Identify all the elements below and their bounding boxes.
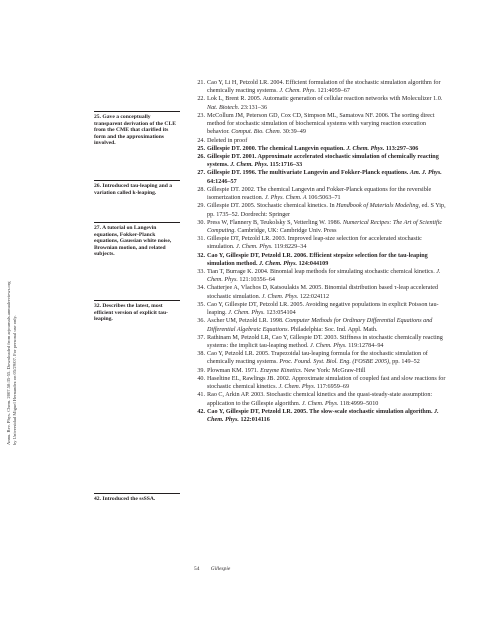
reference-text: Tian T, Burrage K. 2004. Binomial leap methods for simulating stochastic chemical kinetics.	[207, 269, 437, 276]
reference-tail: 113:297–306	[384, 145, 419, 152]
reference-tail: 119:8229–34	[272, 244, 307, 251]
reference-text: Cao Y, Gillespie DT, Petzold LR. 2005. Avoiding negative populations in explicit Poisson tau-leaping.	[207, 301, 439, 317]
reference-text: Cao Y, Gillespie DT, Petzold LR. 2006. Efficient stepsize selection for the tau-leaping simulation method.	[207, 252, 428, 267]
reference-tail: . New York: McGraw-Hill	[300, 367, 366, 374]
reference-tail: . Cambridge, UK: Cambridge Univ. Press	[234, 227, 337, 234]
reference-item	[194, 334, 448, 350]
reference-number: 29.	[197, 203, 205, 210]
reference-number: 40.	[197, 375, 205, 382]
reference-source: J. Phys. Chem. A	[264, 195, 307, 202]
reference-source: J. Chem. Phys.	[228, 310, 265, 317]
reference-number: 30.	[197, 219, 205, 226]
reference-text: Gillespie DT. 2000. The chemical Langevin equation.	[207, 145, 347, 152]
reference-source: J. Chem. Phys.	[346, 145, 385, 152]
reference-text: Gillespie DT. 2001. Approximate accelerated stochastic simulation of chemically reacting systems.	[207, 153, 439, 169]
reference-tail: , pp. 149–52	[389, 359, 420, 366]
reference-text: Press W, Flannery B, Teukolsky S, Vetterling W. 1986.	[207, 219, 343, 226]
reference-text: Gillespie DT. 2005. Stochastic chemical kinetics. In	[207, 203, 337, 210]
reference-number: 32.	[197, 252, 205, 259]
reference-source: Computer Methods for Ordinary Differential Equations and Differential Algebraic Equations	[207, 318, 433, 333]
reference-number: 31.	[197, 236, 205, 243]
reference-number: 39.	[197, 367, 205, 374]
annotation-rule	[94, 111, 180, 112]
reference-number: 25.	[197, 145, 205, 152]
reference-item	[194, 252, 448, 268]
reference-number: 23.	[197, 112, 205, 119]
reference-text: Haseltine EL, Rawlings JB. 2002. Approximate simulation of coupled fast and slow reactions for stochastic chemical kinetics.	[207, 375, 446, 391]
reference-tail: 118:4999–5010	[338, 400, 379, 407]
reference-number: 37.	[197, 334, 205, 341]
reference-source: Enzyme Kinetics	[260, 367, 301, 374]
reference-number: 36.	[197, 318, 205, 325]
reference-text: Gillespie DT. 2002. The chemical Langevin and Fokker-Planck equations for the reversible isomerization reaction.	[207, 186, 432, 202]
annotation-32: 32. Describes the latest, most efficient version of explicit tau-leaping.	[94, 303, 168, 323]
page-number: 54	[194, 566, 200, 572]
reference-text: Rao C, Arkin AP. 2003. Stochastic chemical kinetics and the quasi-steady-state assumption: application to the Gillespie algorithm.	[207, 392, 433, 407]
reference-tail: 23:131–36	[239, 104, 268, 111]
reference-item	[194, 186, 448, 202]
reference-item	[194, 350, 448, 366]
reference-item	[194, 169, 448, 185]
reference-item	[194, 268, 448, 284]
reference-text: Cao Y, Petzold LR. 2005. Trapezoidal tau-leaping formula for the stochastic simulation of chemically reacting systems.	[207, 351, 428, 366]
reference-source: Comput. Bio. Chem.	[231, 129, 282, 136]
reference-tail: 115:1716–33	[268, 162, 303, 169]
reference-source: Proc. Found. Syst. Biol. Eng. (FOSBE 2005)	[279, 359, 390, 366]
reference-item	[194, 284, 448, 300]
reference-text: Lok L, Brent R. 2005. Automatic generation of cellular reaction networks with Moleculizer 1.0.	[207, 96, 443, 103]
annotation-rule	[94, 180, 180, 181]
reference-source: J. Chem. Phys.	[236, 244, 273, 251]
reference-number: 42.	[197, 408, 205, 415]
reference-tail: 122:014116	[238, 416, 270, 423]
reference-item	[194, 367, 448, 375]
reference-tail: 123:054104	[264, 310, 296, 317]
reference-number: 21.	[197, 80, 205, 86]
reference-source: J. Chem. Phys.	[261, 293, 299, 300]
reference-text: Gillespie DT. 1996. The multivariate Langevin and Fokker-Planck equations.	[207, 170, 410, 177]
annotation-rule	[94, 222, 180, 223]
reference-tail: 124:044109	[297, 260, 329, 267]
reference-item	[194, 219, 448, 235]
reference-source: J. Chem. Phys.	[301, 400, 339, 407]
reference-source: Nat. Biotech.	[207, 104, 240, 111]
reference-item	[194, 317, 448, 333]
page-footer	[194, 566, 230, 572]
reference-source: J. Chem. Phys.	[278, 384, 316, 391]
reference-item	[194, 137, 448, 145]
reference-number: 26.	[197, 153, 205, 160]
annotation-rule	[94, 300, 180, 301]
reference-source: Handbook of Materials Modeling	[336, 203, 419, 210]
reference-tail: 30:39–49	[281, 129, 306, 136]
reference-item	[194, 202, 448, 218]
annotation-42: 42. Introduced the ssSSA.	[94, 496, 156, 502]
reference-item	[194, 153, 448, 169]
reference-tail: 119:12784–94	[346, 343, 384, 349]
running-author: Gillespie	[210, 566, 231, 572]
reference-item	[194, 408, 448, 424]
reference-text: Gillespie DT, Petzold LR. 2003. Improved leap-size selection for accelerated stochastic simulation.	[207, 236, 422, 251]
reference-number: 34.	[197, 285, 205, 292]
download-notice-line-2: by Universidad Miguel Hernandez on 05/29/07. For personal use only.	[12, 315, 18, 445]
reference-tail: 64:1246–57	[207, 178, 237, 185]
reference-tail: 121:10356–64	[237, 277, 275, 284]
reference-number: 41.	[197, 392, 205, 399]
reference-source: J. Chem. Phys.	[207, 269, 441, 284]
reference-item	[194, 95, 448, 111]
annotation-26: 26. Introduced tau-leaping and a variation called k-leaping.	[94, 183, 173, 196]
reference-text: Ascher UM, Petzold LR. 1998.	[207, 318, 286, 325]
reference-source: Am. J. Phys.	[409, 170, 442, 177]
reference-number: 28.	[197, 186, 205, 193]
reference-item	[194, 235, 448, 251]
reference-source: J. Chem. Phys.	[310, 343, 347, 349]
reference-number: 38.	[197, 351, 205, 358]
reference-source: Numerical Recipes: The Art of Scientific Computing	[207, 219, 443, 234]
reference-number: 24.	[197, 137, 205, 144]
reference-text: Chatterjee A, Vlachos D, Katsoulakis M. 2005. Binomial distribution based τ-leap accelerated stochastic simulation.	[207, 285, 439, 300]
reference-source: J. Chem. Phys.	[279, 88, 316, 95]
reference-text: Deleted in proof	[207, 137, 248, 144]
reference-item	[194, 79, 448, 95]
reference-text: McCollum JM, Peterson GD, Cox CD, Simpson ML, Samatova NF. 2006. The sorting direct method for stochastic simulation of biochemical systems with varying reaction execution behavior.	[207, 112, 435, 136]
download-notice	[6, 190, 40, 445]
reference-item	[194, 145, 448, 153]
reference-tail: 122:024112	[298, 293, 330, 300]
reference-text: Cao Y, Li H, Petzold LR. 2004. Efficient formulation of the stochastic simulation algorithm for chemically reacting systems.	[207, 80, 441, 95]
reference-number: 22.	[197, 96, 205, 103]
reference-source: J. Chem. Phys.	[259, 260, 298, 267]
reference-tail: . Philadelphia: Soc. Ind. Appl. Math.	[287, 326, 378, 333]
reference-item	[194, 375, 448, 391]
reference-source: J. Chem. Phys.	[230, 162, 269, 169]
reference-number: 35.	[197, 301, 205, 308]
reference-tail: 106:5063–71	[306, 195, 341, 202]
download-notice-line-1: Annu. Rev. Phys. Chem. 2007.58:35-55. Downloaded from arjournals.annualreviews.org	[6, 281, 11, 445]
reference-number: 33.	[197, 269, 205, 276]
reference-text: Rathinam M, Petzold LR, Cao Y, Gillespie DT. 2003. Stiffness in stochastic chemically reacting systems: the implicit tau-leaping method.	[207, 334, 443, 349]
reference-item	[194, 391, 448, 407]
reference-tail: , ed. S Yip, pp. 1735–52. Dordrecht: Springer	[207, 203, 446, 218]
annotation-25: 25. Gave a conceptually transparent derivation of the CLE from the CME that clarified its form and the approximations involved.	[94, 114, 176, 147]
reference-item	[194, 112, 448, 137]
reference-tail: 117:6959–69	[315, 384, 350, 391]
reference-text: Plowman KM. 1971.	[207, 367, 261, 374]
reference-number: 27.	[197, 170, 205, 177]
reference-list	[194, 79, 448, 424]
annotation-27: 27. A tutorial on Langevin equations, Fokker-Planck equations, Gaussian white noise, Brownian motion, and related subjects.	[94, 225, 172, 258]
reference-source: J. Chem. Phys.	[207, 408, 439, 423]
reference-tail: 121:4059–67	[315, 88, 350, 95]
reference-text: Cao Y, Gillespie DT, Petzold LR. 2005. The slow-scale stochastic simulation algorithm.	[207, 408, 435, 415]
reference-item	[194, 301, 448, 317]
annotation-rule	[94, 493, 180, 494]
